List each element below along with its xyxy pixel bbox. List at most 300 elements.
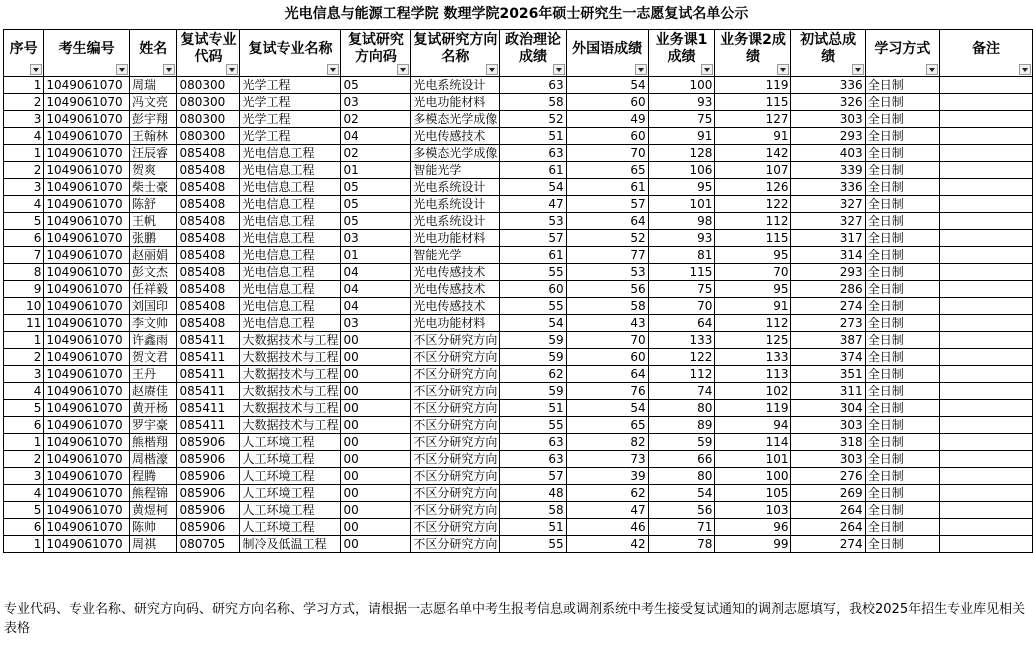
- table-cell[interactable]: 085408: [177, 247, 240, 264]
- table-cell[interactable]: 全日制: [865, 264, 939, 281]
- table-cell[interactable]: [939, 502, 1032, 519]
- table-cell[interactable]: 大数据技术与工程: [240, 349, 341, 366]
- table-cell[interactable]: 1049061070: [44, 298, 130, 315]
- table-cell[interactable]: 3: [4, 366, 44, 383]
- table-cell[interactable]: [939, 145, 1032, 162]
- filter-dropdown-icon[interactable]: [226, 64, 238, 75]
- table-cell[interactable]: [939, 94, 1032, 111]
- table-cell[interactable]: 274: [791, 298, 865, 315]
- table-cell[interactable]: 63: [500, 77, 566, 94]
- table-cell[interactable]: 52: [500, 111, 566, 128]
- table-cell[interactable]: 全日制: [865, 128, 939, 145]
- table-cell[interactable]: [939, 230, 1032, 247]
- table-cell[interactable]: 全日制: [865, 213, 939, 230]
- table-cell[interactable]: 66: [648, 451, 715, 468]
- filter-dropdown-icon[interactable]: [777, 64, 789, 75]
- table-cell[interactable]: 59: [500, 349, 566, 366]
- filter-dropdown-icon[interactable]: [397, 64, 409, 75]
- table-cell[interactable]: 1049061070: [44, 162, 130, 179]
- table-cell[interactable]: 00: [341, 383, 411, 400]
- table-cell[interactable]: 1049061070: [44, 77, 130, 94]
- table-cell[interactable]: 不区分研究方向: [411, 519, 500, 536]
- table-cell[interactable]: 125: [715, 332, 791, 349]
- table-cell[interactable]: 光电功能材料: [411, 94, 500, 111]
- table-cell[interactable]: 全日制: [865, 77, 939, 94]
- table-cell[interactable]: 93: [648, 94, 715, 111]
- table-cell[interactable]: 3: [4, 111, 44, 128]
- table-cell[interactable]: 80: [648, 400, 715, 417]
- table-cell[interactable]: 1: [4, 536, 44, 553]
- table-cell[interactable]: 00: [341, 349, 411, 366]
- filter-dropdown-icon[interactable]: [701, 64, 713, 75]
- table-cell[interactable]: 57: [566, 196, 648, 213]
- table-cell[interactable]: 085408: [177, 179, 240, 196]
- table-cell[interactable]: 387: [791, 332, 865, 349]
- table-cell[interactable]: 李文帅: [129, 315, 176, 332]
- table-cell[interactable]: 04: [341, 128, 411, 145]
- table-cell[interactable]: 103: [715, 502, 791, 519]
- table-cell[interactable]: 303: [791, 111, 865, 128]
- table-cell[interactable]: 全日制: [865, 332, 939, 349]
- table-cell[interactable]: 48: [500, 485, 566, 502]
- table-cell[interactable]: 全日制: [865, 400, 939, 417]
- table-cell[interactable]: 70: [566, 145, 648, 162]
- table-cell[interactable]: 10: [4, 298, 44, 315]
- table-cell[interactable]: 不区分研究方向: [411, 434, 500, 451]
- table-cell[interactable]: 1: [4, 332, 44, 349]
- table-cell[interactable]: 1049061070: [44, 434, 130, 451]
- table-cell[interactable]: 59: [500, 332, 566, 349]
- table-cell[interactable]: 光电系统设计: [411, 196, 500, 213]
- table-cell[interactable]: 106: [648, 162, 715, 179]
- table-cell[interactable]: 314: [791, 247, 865, 264]
- table-cell[interactable]: 54: [500, 179, 566, 196]
- table-cell[interactable]: 112: [715, 315, 791, 332]
- table-cell[interactable]: 大数据技术与工程: [240, 366, 341, 383]
- table-cell[interactable]: 陈帅: [129, 519, 176, 536]
- table-cell[interactable]: 51: [500, 519, 566, 536]
- table-cell[interactable]: 光电信息工程: [240, 179, 341, 196]
- table-cell[interactable]: 55: [500, 536, 566, 553]
- table-cell[interactable]: 冯文亮: [129, 94, 176, 111]
- table-cell[interactable]: 327: [791, 196, 865, 213]
- table-cell[interactable]: 光电信息工程: [240, 247, 341, 264]
- table-cell[interactable]: 2: [4, 162, 44, 179]
- table-cell[interactable]: [939, 349, 1032, 366]
- table-cell[interactable]: 112: [648, 366, 715, 383]
- table-cell[interactable]: 全日制: [865, 196, 939, 213]
- table-cell[interactable]: 62: [500, 366, 566, 383]
- table-cell[interactable]: 罗宇豪: [129, 417, 176, 434]
- table-cell[interactable]: 03: [341, 315, 411, 332]
- table-cell[interactable]: 351: [791, 366, 865, 383]
- table-cell[interactable]: 58: [500, 94, 566, 111]
- table-cell[interactable]: 70: [648, 298, 715, 315]
- table-cell[interactable]: 05: [341, 213, 411, 230]
- table-cell[interactable]: 53: [500, 213, 566, 230]
- table-cell[interactable]: 全日制: [865, 468, 939, 485]
- table-cell[interactable]: 3: [4, 468, 44, 485]
- table-cell[interactable]: 张鹏: [129, 230, 176, 247]
- table-cell[interactable]: 114: [715, 434, 791, 451]
- table-cell[interactable]: [939, 417, 1032, 434]
- table-cell[interactable]: 304: [791, 400, 865, 417]
- table-cell[interactable]: 264: [791, 502, 865, 519]
- table-cell[interactable]: 5: [4, 213, 44, 230]
- table-cell[interactable]: [939, 536, 1032, 553]
- table-cell[interactable]: 126: [715, 179, 791, 196]
- table-cell[interactable]: 73: [566, 451, 648, 468]
- table-cell[interactable]: 95: [648, 179, 715, 196]
- table-cell[interactable]: 101: [715, 451, 791, 468]
- table-cell[interactable]: 70: [566, 332, 648, 349]
- table-cell[interactable]: 403: [791, 145, 865, 162]
- filter-dropdown-icon[interactable]: [1019, 64, 1031, 75]
- table-cell[interactable]: 56: [648, 502, 715, 519]
- table-cell[interactable]: 1049061070: [44, 315, 130, 332]
- table-cell[interactable]: 336: [791, 77, 865, 94]
- table-cell[interactable]: 47: [500, 196, 566, 213]
- table-cell[interactable]: 105: [715, 485, 791, 502]
- table-cell[interactable]: 133: [715, 349, 791, 366]
- table-cell[interactable]: 1049061070: [44, 536, 130, 553]
- table-cell[interactable]: [939, 162, 1032, 179]
- table-cell[interactable]: 人工环境工程: [240, 485, 341, 502]
- table-cell[interactable]: 085408: [177, 230, 240, 247]
- table-cell[interactable]: 58: [500, 502, 566, 519]
- table-cell[interactable]: 085408: [177, 298, 240, 315]
- table-cell[interactable]: 00: [341, 536, 411, 553]
- table-cell[interactable]: 光学工程: [240, 77, 341, 94]
- table-cell[interactable]: 1049061070: [44, 366, 130, 383]
- table-cell[interactable]: 115: [715, 94, 791, 111]
- table-cell[interactable]: 085906: [177, 519, 240, 536]
- table-cell[interactable]: 黄开杨: [129, 400, 176, 417]
- table-cell[interactable]: 光电系统设计: [411, 213, 500, 230]
- table-cell[interactable]: 大数据技术与工程: [240, 400, 341, 417]
- table-cell[interactable]: [939, 485, 1032, 502]
- table-cell[interactable]: 339: [791, 162, 865, 179]
- table-cell[interactable]: 085411: [177, 383, 240, 400]
- table-cell[interactable]: 不区分研究方向: [411, 383, 500, 400]
- table-cell[interactable]: 00: [341, 468, 411, 485]
- table-cell[interactable]: 42: [566, 536, 648, 553]
- table-cell[interactable]: 273: [791, 315, 865, 332]
- table-cell[interactable]: 82: [566, 434, 648, 451]
- table-cell[interactable]: [939, 383, 1032, 400]
- table-cell[interactable]: 133: [648, 332, 715, 349]
- table-cell[interactable]: 62: [566, 485, 648, 502]
- table-cell[interactable]: 115: [648, 264, 715, 281]
- table-cell[interactable]: [939, 519, 1032, 536]
- table-cell[interactable]: 55: [500, 264, 566, 281]
- table-cell[interactable]: 1: [4, 77, 44, 94]
- table-cell[interactable]: 1049061070: [44, 417, 130, 434]
- table-cell[interactable]: 374: [791, 349, 865, 366]
- table-cell[interactable]: 不区分研究方向: [411, 502, 500, 519]
- table-cell[interactable]: 274: [791, 536, 865, 553]
- table-cell[interactable]: 光电系统设计: [411, 179, 500, 196]
- filter-dropdown-icon[interactable]: [486, 64, 498, 75]
- table-cell[interactable]: 96: [715, 519, 791, 536]
- table-cell[interactable]: 1049061070: [44, 179, 130, 196]
- table-cell[interactable]: 085408: [177, 145, 240, 162]
- filter-dropdown-icon[interactable]: [635, 64, 647, 75]
- table-cell[interactable]: 1049061070: [44, 468, 130, 485]
- table-cell[interactable]: 293: [791, 128, 865, 145]
- table-cell[interactable]: 1049061070: [44, 383, 130, 400]
- table-cell[interactable]: 王丹: [129, 366, 176, 383]
- table-cell[interactable]: 全日制: [865, 451, 939, 468]
- table-cell[interactable]: 大数据技术与工程: [240, 417, 341, 434]
- table-cell[interactable]: [939, 400, 1032, 417]
- table-cell[interactable]: [939, 111, 1032, 128]
- table-cell[interactable]: 不区分研究方向: [411, 400, 500, 417]
- table-cell[interactable]: 05: [341, 77, 411, 94]
- table-cell[interactable]: 00: [341, 485, 411, 502]
- table-cell[interactable]: 全日制: [865, 417, 939, 434]
- table-cell[interactable]: 1049061070: [44, 213, 130, 230]
- table-cell[interactable]: 102: [715, 383, 791, 400]
- table-cell[interactable]: 115: [715, 230, 791, 247]
- table-cell[interactable]: 光电传感技术: [411, 281, 500, 298]
- table-cell[interactable]: 303: [791, 451, 865, 468]
- filter-dropdown-icon[interactable]: [327, 64, 339, 75]
- table-cell[interactable]: [939, 298, 1032, 315]
- table-cell[interactable]: 112: [715, 213, 791, 230]
- table-cell[interactable]: 光电信息工程: [240, 196, 341, 213]
- table-cell[interactable]: 1049061070: [44, 111, 130, 128]
- table-cell[interactable]: 085408: [177, 196, 240, 213]
- table-cell[interactable]: 95: [715, 281, 791, 298]
- table-cell[interactable]: 63: [500, 451, 566, 468]
- table-cell[interactable]: 5: [4, 502, 44, 519]
- table-cell[interactable]: 085408: [177, 213, 240, 230]
- table-cell[interactable]: 61: [566, 179, 648, 196]
- table-cell[interactable]: 光电信息工程: [240, 315, 341, 332]
- table-cell[interactable]: 94: [715, 417, 791, 434]
- table-cell[interactable]: 326: [791, 94, 865, 111]
- table-cell[interactable]: 311: [791, 383, 865, 400]
- table-cell[interactable]: 全日制: [865, 179, 939, 196]
- table-cell[interactable]: 光电信息工程: [240, 298, 341, 315]
- filter-dropdown-icon[interactable]: [116, 64, 128, 75]
- table-cell[interactable]: 全日制: [865, 434, 939, 451]
- table-cell[interactable]: 085408: [177, 264, 240, 281]
- table-cell[interactable]: 02: [341, 111, 411, 128]
- table-cell[interactable]: 不区分研究方向: [411, 451, 500, 468]
- table-cell[interactable]: 03: [341, 230, 411, 247]
- table-cell[interactable]: 光电信息工程: [240, 281, 341, 298]
- table-cell[interactable]: 56: [566, 281, 648, 298]
- table-cell[interactable]: 119: [715, 400, 791, 417]
- table-cell[interactable]: 085411: [177, 366, 240, 383]
- table-cell[interactable]: 085906: [177, 485, 240, 502]
- table-cell[interactable]: 54: [648, 485, 715, 502]
- table-cell[interactable]: 276: [791, 468, 865, 485]
- table-cell[interactable]: 05: [341, 179, 411, 196]
- table-cell[interactable]: 大数据技术与工程: [240, 383, 341, 400]
- table-cell[interactable]: [939, 281, 1032, 298]
- table-cell[interactable]: 全日制: [865, 298, 939, 315]
- table-cell[interactable]: 全日制: [865, 111, 939, 128]
- table-cell[interactable]: 多模态光学成像: [411, 111, 500, 128]
- table-cell[interactable]: 光电传感技术: [411, 298, 500, 315]
- table-cell[interactable]: 1049061070: [44, 145, 130, 162]
- filter-dropdown-icon[interactable]: [30, 64, 42, 75]
- table-cell[interactable]: 63: [500, 145, 566, 162]
- table-cell[interactable]: 全日制: [865, 230, 939, 247]
- table-cell[interactable]: 赵丽娟: [129, 247, 176, 264]
- table-cell[interactable]: 61: [500, 162, 566, 179]
- table-cell[interactable]: 6: [4, 417, 44, 434]
- table-cell[interactable]: 1049061070: [44, 247, 130, 264]
- table-cell[interactable]: 4: [4, 128, 44, 145]
- table-cell[interactable]: 柴士豪: [129, 179, 176, 196]
- table-cell[interactable]: 128: [648, 145, 715, 162]
- table-cell[interactable]: 全日制: [865, 536, 939, 553]
- table-cell[interactable]: 01: [341, 162, 411, 179]
- table-cell[interactable]: 75: [648, 111, 715, 128]
- table-cell[interactable]: 不区分研究方向: [411, 332, 500, 349]
- table-cell[interactable]: 人工环境工程: [240, 434, 341, 451]
- table-cell[interactable]: 周瑞: [129, 77, 176, 94]
- table-cell[interactable]: 光电信息工程: [240, 162, 341, 179]
- table-cell[interactable]: 57: [500, 230, 566, 247]
- table-cell[interactable]: 光电传感技术: [411, 264, 500, 281]
- table-cell[interactable]: 1049061070: [44, 128, 130, 145]
- table-cell[interactable]: [939, 366, 1032, 383]
- table-cell[interactable]: 47: [566, 502, 648, 519]
- table-cell[interactable]: 不区分研究方向: [411, 536, 500, 553]
- table-cell[interactable]: 00: [341, 434, 411, 451]
- table-cell[interactable]: 71: [648, 519, 715, 536]
- table-cell[interactable]: 95: [715, 247, 791, 264]
- table-cell[interactable]: [939, 128, 1032, 145]
- table-cell[interactable]: 91: [648, 128, 715, 145]
- table-cell[interactable]: 286: [791, 281, 865, 298]
- table-cell[interactable]: 89: [648, 417, 715, 434]
- table-cell[interactable]: 080300: [177, 111, 240, 128]
- table-cell[interactable]: 64: [566, 366, 648, 383]
- table-cell[interactable]: 不区分研究方向: [411, 366, 500, 383]
- table-cell[interactable]: 04: [341, 264, 411, 281]
- filter-dropdown-icon[interactable]: [163, 64, 175, 75]
- table-cell[interactable]: 3: [4, 179, 44, 196]
- table-cell[interactable]: 1049061070: [44, 196, 130, 213]
- table-cell[interactable]: 080300: [177, 94, 240, 111]
- table-cell[interactable]: 55: [500, 417, 566, 434]
- table-cell[interactable]: 122: [648, 349, 715, 366]
- table-cell[interactable]: 269: [791, 485, 865, 502]
- table-cell[interactable]: 光电功能材料: [411, 230, 500, 247]
- table-cell[interactable]: 101: [648, 196, 715, 213]
- table-cell[interactable]: 光电传感技术: [411, 128, 500, 145]
- table-cell[interactable]: 04: [341, 281, 411, 298]
- table-cell[interactable]: 智能光学: [411, 247, 500, 264]
- table-cell[interactable]: 大数据技术与工程: [240, 332, 341, 349]
- table-cell[interactable]: 54: [566, 77, 648, 94]
- table-cell[interactable]: 人工环境工程: [240, 519, 341, 536]
- filter-dropdown-icon[interactable]: [852, 64, 864, 75]
- table-cell[interactable]: 人工环境工程: [240, 451, 341, 468]
- table-cell[interactable]: [939, 247, 1032, 264]
- table-cell[interactable]: 318: [791, 434, 865, 451]
- table-cell[interactable]: 04: [341, 298, 411, 315]
- table-cell[interactable]: 085906: [177, 502, 240, 519]
- table-cell[interactable]: 53: [566, 264, 648, 281]
- table-cell[interactable]: 03: [341, 94, 411, 111]
- table-cell[interactable]: 085408: [177, 162, 240, 179]
- table-cell[interactable]: 光学工程: [240, 94, 341, 111]
- table-cell[interactable]: 01: [341, 247, 411, 264]
- table-cell[interactable]: 54: [566, 400, 648, 417]
- table-cell[interactable]: 6: [4, 519, 44, 536]
- table-cell[interactable]: 全日制: [865, 162, 939, 179]
- table-cell[interactable]: 王帆: [129, 213, 176, 230]
- table-cell[interactable]: 光电功能材料: [411, 315, 500, 332]
- table-cell[interactable]: 1049061070: [44, 332, 130, 349]
- table-cell[interactable]: 全日制: [865, 383, 939, 400]
- table-cell[interactable]: 303: [791, 417, 865, 434]
- table-cell[interactable]: 39: [566, 468, 648, 485]
- table-cell[interactable]: 085906: [177, 468, 240, 485]
- table-cell[interactable]: 59: [648, 434, 715, 451]
- table-cell[interactable]: 317: [791, 230, 865, 247]
- table-cell[interactable]: 1049061070: [44, 400, 130, 417]
- table-cell[interactable]: 05: [341, 196, 411, 213]
- table-cell[interactable]: [939, 451, 1032, 468]
- table-cell[interactable]: 多模态光学成像: [411, 145, 500, 162]
- table-cell[interactable]: 327: [791, 213, 865, 230]
- table-cell[interactable]: 2: [4, 349, 44, 366]
- table-cell[interactable]: 54: [500, 315, 566, 332]
- table-cell[interactable]: 085408: [177, 281, 240, 298]
- table-cell[interactable]: 60: [500, 281, 566, 298]
- filter-dropdown-icon[interactable]: [926, 64, 938, 75]
- table-cell[interactable]: 085411: [177, 417, 240, 434]
- table-cell[interactable]: 2: [4, 94, 44, 111]
- table-cell[interactable]: 65: [566, 162, 648, 179]
- table-cell[interactable]: 全日制: [865, 247, 939, 264]
- table-cell[interactable]: 127: [715, 111, 791, 128]
- table-cell[interactable]: [939, 213, 1032, 230]
- table-cell[interactable]: 70: [715, 264, 791, 281]
- table-cell[interactable]: 336: [791, 179, 865, 196]
- table-cell[interactable]: 赵赓佳: [129, 383, 176, 400]
- table-cell[interactable]: 085411: [177, 400, 240, 417]
- table-cell[interactable]: 贺文君: [129, 349, 176, 366]
- table-cell[interactable]: 46: [566, 519, 648, 536]
- table-cell[interactable]: 64: [566, 213, 648, 230]
- table-cell[interactable]: 刘国印: [129, 298, 176, 315]
- table-cell[interactable]: 122: [715, 196, 791, 213]
- table-cell[interactable]: 1049061070: [44, 451, 130, 468]
- table-cell[interactable]: 程腾: [129, 468, 176, 485]
- table-cell[interactable]: 64: [648, 315, 715, 332]
- table-cell[interactable]: 1049061070: [44, 264, 130, 281]
- table-cell[interactable]: 周祺: [129, 536, 176, 553]
- table-cell[interactable]: 00: [341, 519, 411, 536]
- table-cell[interactable]: 49: [566, 111, 648, 128]
- table-cell[interactable]: 63: [500, 434, 566, 451]
- table-cell[interactable]: 100: [648, 77, 715, 94]
- table-cell[interactable]: 不区分研究方向: [411, 417, 500, 434]
- table-cell[interactable]: 77: [566, 247, 648, 264]
- table-cell[interactable]: 全日制: [865, 145, 939, 162]
- table-cell[interactable]: 8: [4, 264, 44, 281]
- table-cell[interactable]: 全日制: [865, 485, 939, 502]
